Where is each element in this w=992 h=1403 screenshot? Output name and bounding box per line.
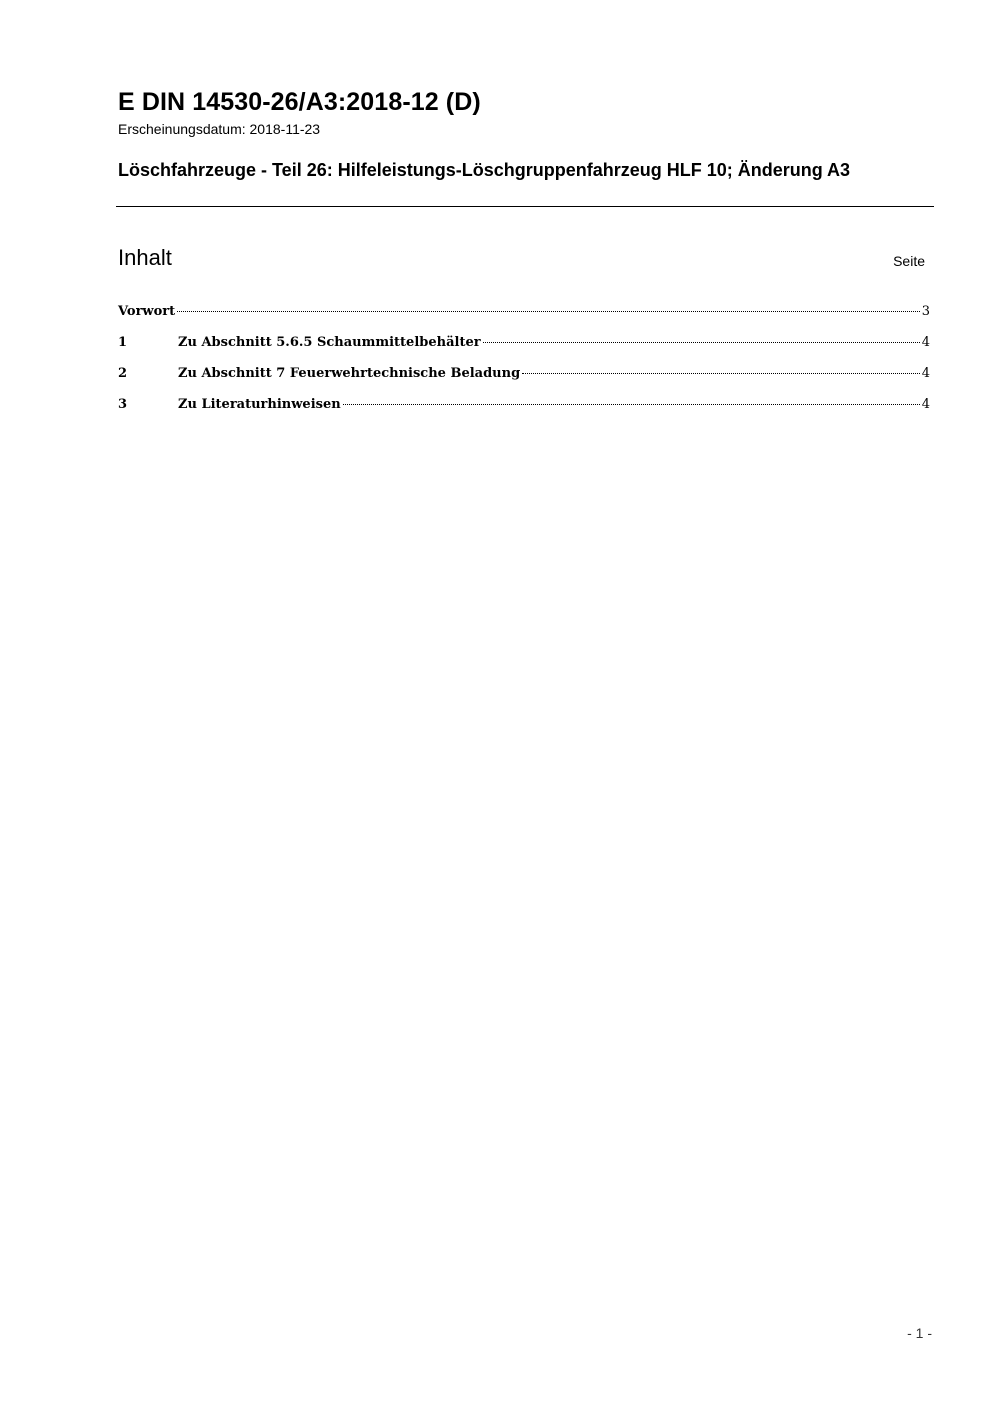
toc-page-column-label: Seite bbox=[893, 253, 925, 269]
toc-entry-2[interactable] bbox=[118, 364, 930, 395]
document-id: E DIN 14530-26/A3:2018-12 (D) bbox=[118, 88, 481, 116]
toc-entry-page: 3 bbox=[921, 304, 930, 319]
toc-entry-label: Zu Literaturhinweisen bbox=[178, 397, 341, 412]
toc-entry-number: 1 bbox=[118, 335, 128, 350]
toc-entry-page: 4 bbox=[921, 335, 930, 350]
toc-entry-label: Zu Abschnitt 7 Feuerwehrtechnische Beladung bbox=[178, 366, 521, 381]
toc-entry-1[interactable] bbox=[118, 333, 930, 364]
toc-entry-number: 3 bbox=[118, 397, 128, 412]
publication-date: Erscheinungsdatum: 2018-11-23 bbox=[118, 121, 321, 137]
toc-dot-leader bbox=[483, 342, 920, 343]
toc-entry-page: 4 bbox=[921, 397, 930, 412]
toc-entry-label: Zu Abschnitt 5.6.5 Schaummittelbehälter bbox=[178, 335, 481, 350]
document-title: Löschfahrzeuge - Teil 26: Hilfeleistungs-Löschgruppenfahrzeug HLF 10; Änderung A3 bbox=[118, 160, 851, 180]
toc-heading: Inhalt bbox=[118, 245, 172, 270]
toc-entry-label: Vorwort bbox=[118, 304, 176, 319]
toc-dot-leader bbox=[522, 373, 920, 374]
toc-entry-number: 2 bbox=[118, 366, 128, 381]
toc-entry-vorwort[interactable] bbox=[118, 302, 930, 333]
toc-entry-page: 4 bbox=[921, 366, 930, 381]
toc-dot-leader bbox=[177, 311, 920, 312]
toc-dot-leader bbox=[343, 404, 920, 405]
table-of-contents bbox=[118, 302, 930, 426]
page-number: - 1 - bbox=[907, 1325, 932, 1341]
toc-entry-3[interactable] bbox=[118, 395, 930, 426]
title-divider bbox=[116, 206, 934, 207]
